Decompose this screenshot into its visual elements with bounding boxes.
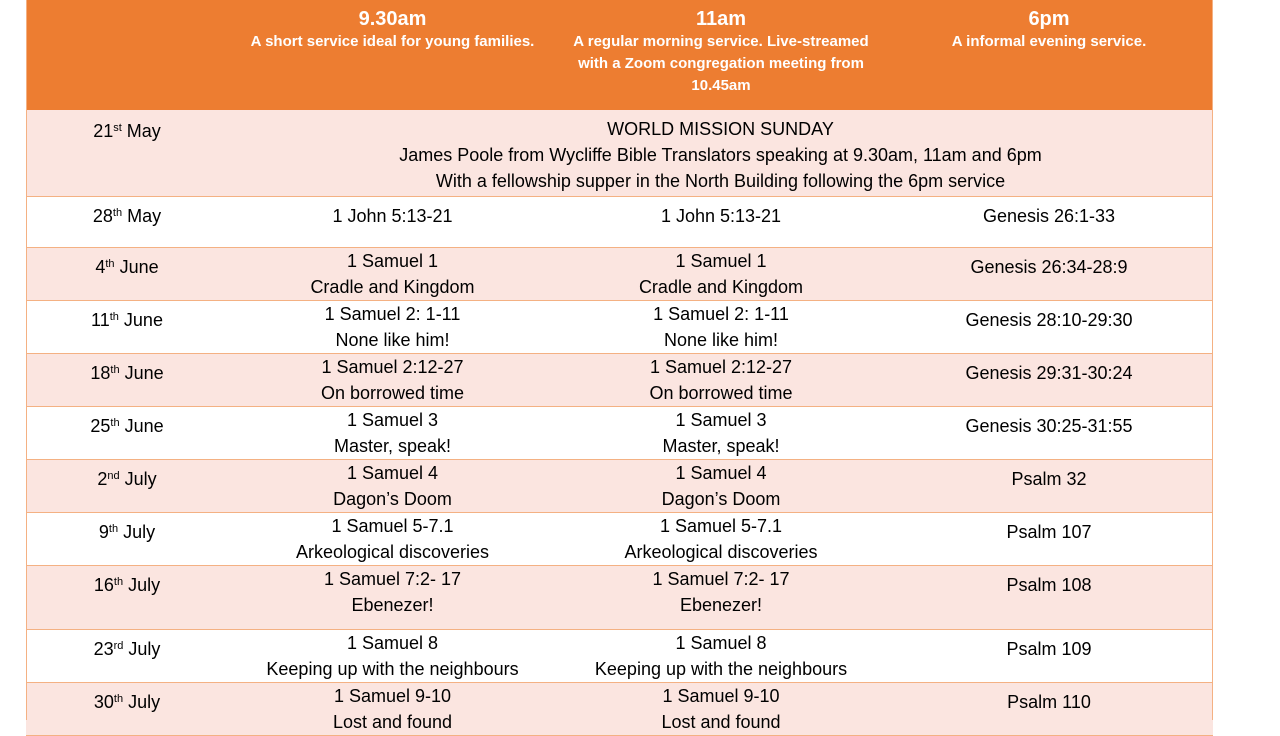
service-930-cell — [228, 512, 557, 565]
special-row — [26, 110, 1213, 196]
service-11am-cell — [557, 459, 885, 512]
passage-930: 1 Samuel 9-10 — [333, 685, 452, 706]
sermon-title-11am: None like him! — [663, 329, 779, 350]
passage-930: 1 Samuel 2:12-27 — [321, 356, 464, 377]
schedule-row — [26, 300, 1213, 353]
passage-930: 1 Samuel 7:2- 17 — [323, 568, 462, 589]
schedule-row — [26, 565, 1213, 629]
schedule-row — [26, 196, 1213, 247]
date-suffix: th — [105, 257, 115, 270]
date-cell — [26, 629, 228, 682]
date-day: 18 — [90, 362, 111, 383]
service-schedule-table — [26, 0, 1213, 736]
service-6pm-cell — [885, 353, 1213, 406]
left-border-line — [26, 0, 27, 720]
header-11am-time: 11am — [695, 8, 747, 30]
date-month: July — [124, 468, 157, 489]
passage-6pm: Psalm 108 — [1006, 574, 1092, 595]
passage-930: 1 John 5:13-21 — [332, 205, 453, 226]
passage-930: 1 Samuel 5-7.1 — [331, 515, 454, 536]
special-supper: With a fellowship supper in the North Building following the 6pm service — [435, 171, 1006, 191]
schedule-header — [26, 0, 1213, 110]
service-930-cell — [228, 196, 557, 247]
service-6pm-cell — [885, 247, 1213, 300]
service-930-cell — [228, 565, 557, 629]
date-suffix: th — [110, 363, 120, 376]
date-cell — [26, 196, 228, 247]
date-month: June — [124, 415, 164, 436]
date-cell — [26, 512, 228, 565]
date-cell — [26, 110, 228, 196]
date-suffix: st — [113, 122, 122, 134]
right-border-line — [1212, 0, 1213, 720]
sermon-title-11am: Lost and found — [661, 711, 781, 732]
service-930-cell — [228, 353, 557, 406]
date-cell — [26, 459, 228, 512]
header-6pm-time: 6pm — [1028, 8, 1070, 30]
service-11am-cell — [557, 512, 885, 565]
header-6pm-cell — [885, 0, 1213, 110]
header-6pm-desc: A informal evening service. — [951, 33, 1147, 50]
service-930-cell — [228, 682, 557, 735]
sermon-title-930: Arkeological discoveries — [295, 541, 490, 562]
service-930-cell — [228, 247, 557, 300]
sermon-title-930: Lost and found — [332, 711, 453, 732]
date-cell — [26, 565, 228, 629]
date-day: 21 — [93, 121, 114, 141]
date-cell — [26, 353, 228, 406]
passage-930: 1 Samuel 8 — [346, 632, 439, 653]
passage-6pm: Genesis 30:25-31:55 — [965, 415, 1133, 436]
schedule-row — [26, 459, 1213, 512]
schedule-row — [26, 629, 1213, 682]
special-event-cell — [228, 110, 1213, 196]
date-day: 23 — [93, 638, 114, 659]
passage-6pm: Genesis 26:34-28:9 — [970, 256, 1128, 277]
service-6pm-cell — [885, 565, 1213, 629]
service-930-cell — [228, 300, 557, 353]
passage-6pm: Genesis 28:10-29:30 — [965, 309, 1133, 330]
passage-6pm: Psalm 109 — [1006, 638, 1092, 659]
service-11am-cell — [557, 247, 885, 300]
sermon-title-11am: Dagon’s Doom — [661, 488, 781, 509]
sermon-title-930: Cradle and Kingdom — [310, 276, 475, 297]
service-930-cell — [228, 629, 557, 682]
sermon-title-11am: Cradle and Kingdom — [638, 276, 804, 297]
schedule-row — [26, 406, 1213, 459]
header-date-cell — [26, 0, 228, 110]
sermon-title-11am: Keeping up with the neighbours — [594, 658, 848, 679]
date-day: 25 — [90, 415, 111, 436]
passage-930: 1 Samuel 3 — [346, 409, 439, 430]
passage-11am: 1 Samuel 8 — [675, 632, 767, 653]
passage-6pm: Psalm 107 — [1006, 521, 1092, 542]
passage-11am: 1 Samuel 5-7.1 — [659, 515, 783, 536]
date-suffix: th — [108, 522, 119, 535]
date-cell — [26, 300, 228, 353]
date-month: June — [119, 256, 159, 277]
sermon-title-11am: Ebenezer! — [679, 594, 763, 615]
sermon-title-930: Keeping up with the neighbours — [266, 658, 519, 679]
date-month: June — [123, 309, 163, 330]
date-suffix: th — [113, 575, 124, 588]
passage-6pm: Psalm 32 — [1011, 468, 1087, 489]
passage-11am: 1 Samuel 3 — [675, 409, 767, 430]
date-month: July — [128, 574, 161, 595]
header-11am-desc: A regular morning service. Live-streamed with a Zoom congregation meeting from 10.45am — [573, 33, 869, 94]
service-6pm-cell — [885, 196, 1213, 247]
passage-11am: 1 Samuel 7:2- 17 — [652, 568, 790, 589]
header-930-time: 9.30am — [358, 8, 427, 30]
passage-11am: 1 John 5:13-21 — [660, 205, 782, 226]
date-suffix: th — [109, 310, 119, 323]
service-11am-cell — [557, 682, 885, 735]
sermon-title-930: Dagon’s Doom — [333, 488, 452, 509]
sermon-title-11am: Arkeological discoveries — [624, 541, 818, 562]
sermon-title-11am: Master, speak! — [662, 435, 780, 456]
date-cell — [26, 682, 228, 735]
header-930-desc: A short service ideal for young families. — [250, 33, 535, 50]
service-930-cell — [228, 459, 557, 512]
passage-11am: 1 Samuel 4 — [675, 462, 767, 483]
service-6pm-cell — [885, 682, 1213, 735]
service-6pm-cell — [885, 459, 1213, 512]
service-930-cell — [228, 406, 557, 459]
sermon-title-930: Master, speak! — [333, 435, 452, 456]
schedule-row — [26, 353, 1213, 406]
schedule-row — [26, 682, 1213, 735]
passage-11am: 1 Samuel 1 — [675, 250, 767, 271]
date-day: 2 — [97, 468, 108, 489]
passage-6pm: Psalm 110 — [1007, 691, 1091, 712]
date-month: June — [124, 362, 164, 383]
schedule-row — [26, 247, 1213, 300]
date-cell — [26, 406, 228, 459]
passage-6pm: Genesis 26:1-33 — [982, 205, 1116, 226]
date-suffix: th — [113, 692, 124, 705]
date-day: 30 — [93, 691, 114, 712]
service-6pm-cell — [885, 629, 1213, 682]
date-suffix: nd — [107, 469, 120, 482]
passage-930: 1 Samuel 4 — [346, 462, 439, 483]
date-day: 28 — [92, 205, 113, 226]
service-11am-cell — [557, 196, 885, 247]
passage-11am: 1 Samuel 2: 1-11 — [653, 303, 789, 324]
date-month: May — [127, 205, 162, 226]
date-month: July — [128, 691, 161, 712]
schedule-body — [26, 110, 1213, 735]
special-title: WORLD MISSION SUNDAY — [607, 119, 834, 139]
date-month: May — [126, 121, 161, 141]
sermon-title-930: Ebenezer! — [351, 594, 434, 615]
service-11am-cell — [557, 565, 885, 629]
passage-11am: 1 Samuel 2:12-27 — [649, 356, 793, 377]
date-suffix: th — [110, 416, 120, 429]
date-cell — [26, 247, 228, 300]
sermon-title-930: On borrowed time — [320, 382, 465, 403]
service-6pm-cell — [885, 300, 1213, 353]
service-11am-cell — [557, 406, 885, 459]
passage-11am: 1 Samuel 9-10 — [662, 685, 780, 706]
sermon-title-930: None like him! — [335, 329, 450, 350]
date-day: 4 — [95, 256, 106, 277]
service-11am-cell — [557, 300, 885, 353]
date-month: July — [123, 521, 156, 542]
passage-6pm: Genesis 29:31-30:24 — [965, 362, 1133, 383]
date-month: July — [128, 638, 161, 659]
special-speaker: James Poole from Wycliffe Bible Translators speaking at 9.30am, 11am and 6pm — [399, 145, 1042, 165]
date-day: 9 — [98, 521, 109, 542]
service-11am-cell — [557, 629, 885, 682]
passage-930: 1 Samuel 2: 1-11 — [324, 303, 461, 324]
passage-930: 1 Samuel 1 — [346, 250, 439, 271]
date-suffix: rd — [113, 639, 124, 652]
schedule-row — [26, 512, 1213, 565]
date-suffix: th — [112, 206, 123, 219]
service-11am-cell — [557, 353, 885, 406]
sermon-title-11am: On borrowed time — [649, 382, 793, 403]
service-6pm-cell — [885, 406, 1213, 459]
service-6pm-cell — [885, 512, 1213, 565]
date-day: 11 — [91, 309, 110, 330]
date-day: 16 — [93, 574, 114, 595]
header-11am-cell — [557, 0, 885, 110]
header-930-cell — [228, 0, 557, 110]
